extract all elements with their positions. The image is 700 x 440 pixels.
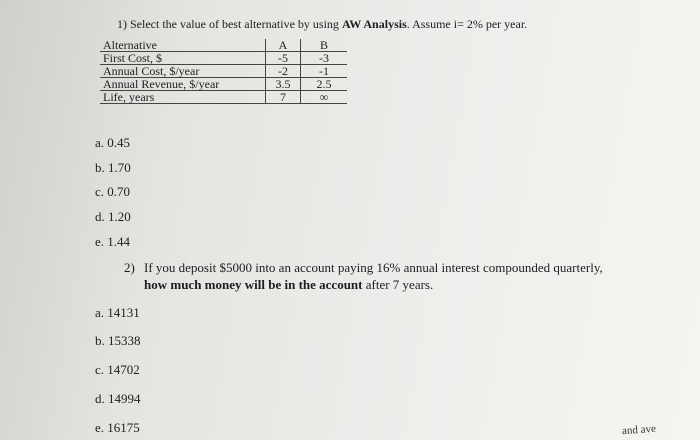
row-value-b: -3 xyxy=(301,52,348,65)
question-1-method: AW Analysis xyxy=(341,17,407,31)
question-1-option-c[interactable]: c. 0.70 xyxy=(95,184,131,199)
table-row xyxy=(100,78,347,91)
question-1-option-e[interactable]: e. 1.44 xyxy=(95,234,131,249)
question-2-line-2-bold: how much money will be in the account xyxy=(144,277,363,292)
row-label: Annual Cost, $/year xyxy=(100,65,266,78)
question-1-number: 1) xyxy=(117,17,127,31)
cut-off-corner-text: and ave xyxy=(621,422,657,438)
row-value-a: 3.5 xyxy=(266,78,301,91)
question-1-option-a[interactable]: a. 0.45 xyxy=(95,135,131,150)
question-2-line-1: If you deposit $5000 into an account paying 16% annual interest compounded quarterly, xyxy=(144,260,603,275)
question-2-line-2-rest: after 7 years. xyxy=(362,277,434,292)
row-label: Life, years xyxy=(100,91,266,104)
row-label: First Cost, $ xyxy=(100,52,266,65)
question-1-prompt xyxy=(117,17,527,32)
row-label: Annual Revenue, $/year xyxy=(100,78,266,91)
question-2-option-b[interactable]: b. 15338 xyxy=(95,333,141,348)
question-2-number: 2) xyxy=(124,260,135,275)
row-value-a: -5 xyxy=(266,52,301,65)
header-alternative: Alternative xyxy=(100,39,266,52)
question-1-prefix: Select the value of best alternative by using xyxy=(130,17,339,31)
row-value-b: 2.5 xyxy=(301,78,348,91)
question-2-option-c[interactable]: c. 14702 xyxy=(95,362,140,377)
header-a: A xyxy=(266,39,301,52)
row-value-a: -2 xyxy=(266,65,301,78)
alternatives-table xyxy=(100,39,347,104)
question-1-option-d[interactable]: d. 1.20 xyxy=(95,209,131,224)
question-2-option-e[interactable]: e. 16175 xyxy=(95,420,140,435)
header-b: B xyxy=(301,39,348,52)
row-value-b: -1 xyxy=(301,65,348,78)
question-1-suffix: . Assume i= 2% per year. xyxy=(406,17,528,31)
question-2-option-d[interactable]: d. 14994 xyxy=(95,391,141,406)
row-value-a: 7 xyxy=(266,91,301,104)
table-row xyxy=(100,91,347,104)
table-row xyxy=(100,65,347,78)
row-value-b: ∞ xyxy=(301,91,348,104)
question-2-option-a[interactable]: a. 14131 xyxy=(95,305,140,320)
question-1-option-b[interactable]: b. 1.70 xyxy=(95,160,131,175)
table-header-row xyxy=(100,39,347,52)
table-row xyxy=(100,52,347,65)
